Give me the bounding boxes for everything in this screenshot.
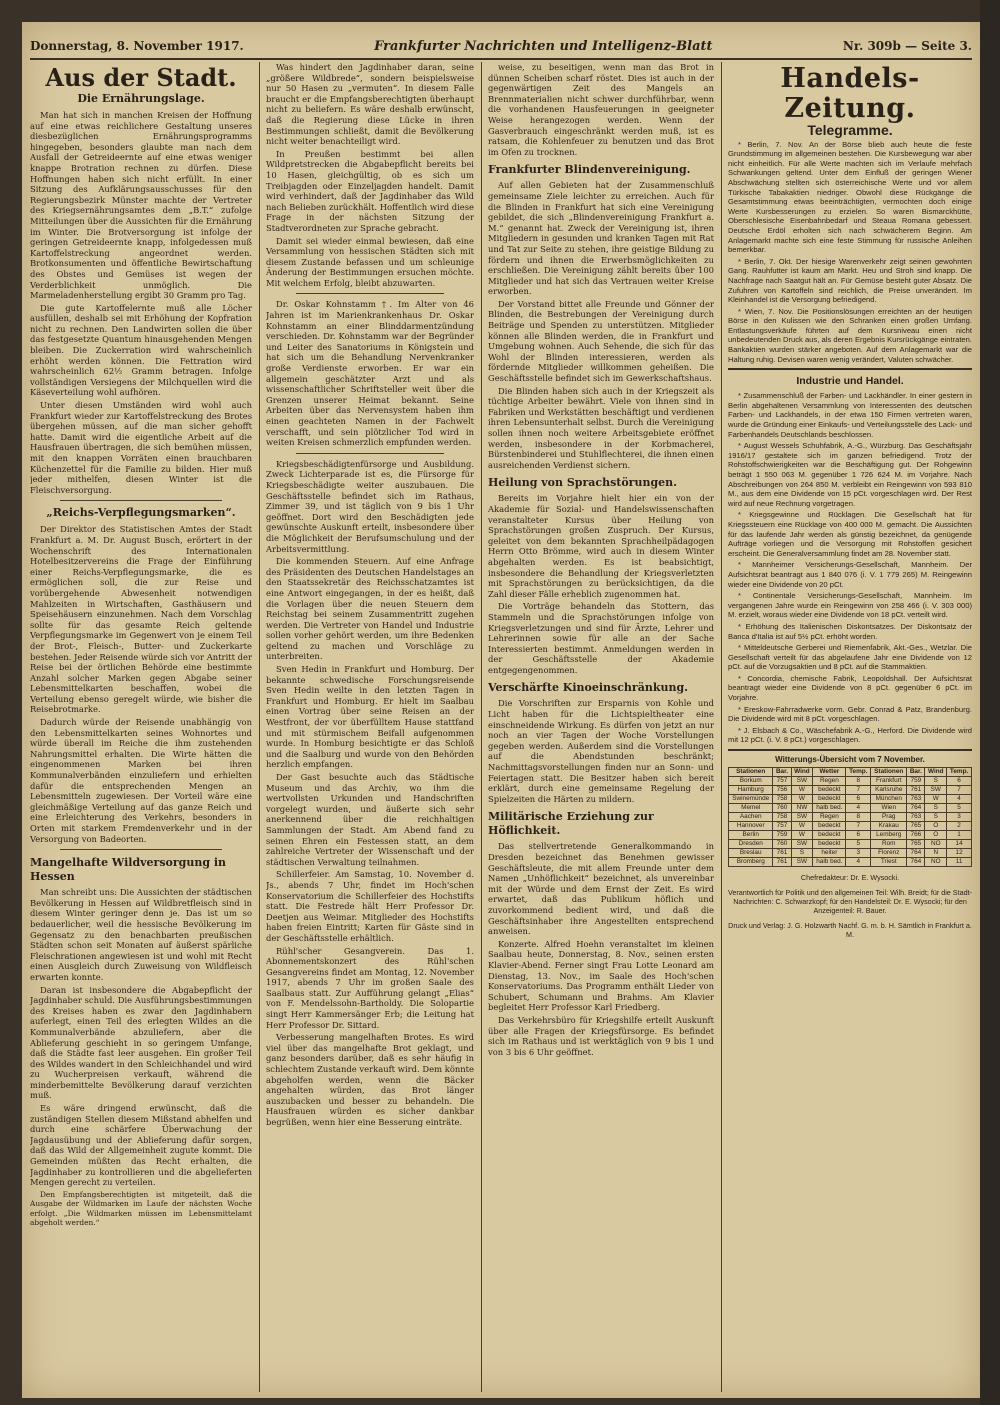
business-item: * Continentale Versicherungs-Gesellschaft, Mannheim. Im vergangenen Jahre wurde ein Reingewinn von 258 466 (i. V. 303 000) M. erzielt, woraus wieder eine Dividende von 18 pCt. verteilt wird. — [728, 591, 972, 620]
weather-header-cell: Wetter — [813, 767, 846, 776]
weather-cell: 764 — [907, 857, 925, 866]
table-row — [729, 857, 972, 866]
article-paragraph: Der Gast besuchte auch das Städtische Museum und das Archiv, wo ihm die wertvollsten Urkunden und Handschriften vorgelegt wurden, und äußerte sich sehr anerkennend über die reichhaltigen Sammlungen der Stadt. Am Abend fand zu seinen Ehren ein Festessen statt, an dem zahlreiche Vertreter der Wissenschaft und der städtischen Verwaltung teilnahmen. — [266, 772, 474, 867]
article-paragraph: Schillerfeier. Am Samstag, 10. November d. Js., abends 7 Uhr, findet im Hoch'schen Konservatorium die Schillerfeier des Hochstifts statt. Die Festrede hält Herr Professor Dr. Deetjen aus Weimar. Mitglieder des Hochstifts haben freien Eintritt; Karten für Gäste sind in der Geschäftsstelle erhältlich. — [266, 869, 474, 943]
weather-cell: SW — [925, 785, 947, 794]
weather-cell: 1 — [947, 830, 972, 839]
imprint-publisher: Druck und Verlag: J. G. Holzwarth Nachf. G. m. b. H. Sämtlich in Frankfurt a. M. — [728, 920, 972, 939]
table-row — [729, 776, 972, 785]
weather-cell: 761 — [907, 785, 925, 794]
weather-cell: SW — [791, 839, 813, 848]
article-paragraph: Die Blinden haben sich auch in der Kriegszeit als tüchtige Arbeiter bewährt. Viele von ihnen sind in Fabriken und Werkstätten beschäftigt und verdienen ihren Lebensunterhalt selbst. Durch die Vereinigung sollen ihnen noch weitere Arbeitsgebiete eröffnet werden, insbesondere in der Korbmacherei, Bürstenbinderei und Stuhlflechterei, die ihnen einen ausreichenden Verdienst sichern. — [488, 385, 714, 470]
weather-cell: bedeckt — [813, 794, 846, 803]
weather-cell: Florenz — [871, 848, 907, 857]
weather-cell: SW — [791, 857, 813, 866]
obituary: Dr. Oskar Kohnstamm †. Im Alter von 46 Jahren ist im Marienkrankenhaus Dr. Oskar Kohnstamm an einer Blinddarmentzündung verschieden. Dr. Kohnstamm war der Begründer und Leiter des Sanatoriums in Königstein und hat sich um die Behandlung Nervenkranker große Verdienste erworben. Er war ein allgemein geschätzter Arzt und als wissenschaftlicher Schriftsteller weit über die Grenzen unserer Heimat bekannt. Seine Arbeiten über das Nervensystem haben ihm einen geachteten Namen in der Fachwelt verschafft, und sein plötzlicher Tod wird in weiten Kreisen schmerzlich empfunden werden. — [266, 299, 474, 448]
weather-cell: W — [791, 830, 813, 839]
table-row — [729, 839, 972, 848]
weather-cell: 765 — [907, 839, 925, 848]
business-item: * Mitteldeutsche Gerberei und Riemenfabrik, Akt.-Ges., Wetzlar. Die Gesellschaft verteilt für das abgelaufene Jahr eine Dividende von 12 pCt. auf die Vorzugsaktien und 8 pCt. auf die Stammaktien. — [728, 643, 972, 672]
weather-cell: 7 — [947, 785, 972, 794]
article-title: Die Ernährungslage. — [77, 92, 205, 105]
page-edge — [980, 0, 1000, 1405]
weather-header-cell: Wind — [791, 767, 813, 776]
business-item: * Zusammenschluß der Farben- und Lackhändler. In einer gestern in Berlin abgehaltenen Versammlung von Interessenten des deutschen Farben- und Lackhandels, in der etwa 150 Firmen vertreten waren, wurde die Gründung einer Einkaufs- und Verteilungsstelle des Lack- und Farbenhandels Deutschlands beschlossen. — [728, 391, 972, 439]
article-paragraph: Das Verkehrsbüro für Kriegshilfe erteilt Auskunft über alle Fragen der Kriegsfürsorge. Es befindet sich im Rathaus und ist werktäglich von 9 bis 1 und von 3 bis 6 Uhr geöffnet. — [488, 1014, 714, 1057]
weather-cell: Rom — [871, 839, 907, 848]
weather-cell: Berlin — [729, 830, 773, 839]
header-page-number: Nr. 309b — Seite 3. — [842, 39, 972, 53]
article-paragraph: Rühl'scher Gesangverein. Das 1. Abonnementskonzert des Rühl'schen Gesangvereins findet am Montag, 12. November 1917, abends 7 Uhr im großen Saale des Saalbaus statt. Zur Aufführung gelangt „Elias“ von F. Mendelssohn-Bartholdy. Die Solopartie singt Herr Kammersänger Erb; die Leitung hat Herr Professor Dr. Sittard. — [266, 945, 474, 1030]
weather-cell: 765 — [907, 821, 925, 830]
weather-header-cell: Bar. — [907, 767, 925, 776]
article-paragraph: Der Direktor des Statistischen Amtes der Stadt Frankfurt a. M. Dr. August Busch, erörtert in der Wochenschrift des Internationalen Hotelbesitzervereins die Frage der Einführung einer Reichs-Verpflegungsmarke, die es ermöglichen soll, die zur Reise und vorübergehende Abwesenheit notwendigen Mahlzeiten in Wirtschaften, Gasthäusern und Speisehäusern einzunehmen. Nach dem Vorschlag sollte für das gesamte Reich geltende Verpflegungsmarke im Gegenwert von je einem Teil der Brot-, Fleisch-, Butter- und Zuckerkarte bestehen. Jeder Reisende würde sich vor Antritt der Reise bei der örtlichen Behörde eine bestimmte Anzahl solcher Marken gegen Abgabe seiner Lebensmittelkarten beschaffen, wobei die Verteilung ebenso geregelt würde, wie bisher die Reisebrotmarke. — [30, 524, 252, 715]
column-local-news — [30, 62, 252, 1392]
weather-cell: 4 — [846, 803, 871, 812]
weather-cell: NO — [925, 857, 947, 866]
weather-cell: bedeckt — [813, 785, 846, 794]
article-paragraph: Die gute Kartoffelernte muß alle Löcher ausfüllen, deshalb sei mit Erhöhung der Kopfration nicht zu rechnen. Den Landwirten sollen die über das festgesetzte Quantum hinausgehenden Mengen bleiben. Die Zuckerration wird wahrscheinlich erhöht werden können. Die Fettration wird wahrscheinlich 62½ Gramm betragen. Infolge vollständigen Versiegens der Milchquellen wird die Käseverteilung wohl aufhören. — [30, 302, 252, 398]
weather-cell: 2 — [947, 821, 972, 830]
weather-cell: 8 — [846, 812, 871, 821]
business-item: * J. Elsbach & Co., Wäschefabrik A.-G., Herford. Die Dividende wird mit 12 pCt. (i. V. 8 pCt.) vorgeschlagen. — [728, 725, 972, 745]
weather-cell: 761 — [773, 848, 791, 857]
column-rule — [259, 62, 260, 1392]
weather-cell: 758 — [773, 812, 791, 821]
table-row — [729, 821, 972, 830]
weather-cell: bedeckt — [813, 821, 846, 830]
column-rule — [721, 62, 722, 1392]
columns — [30, 62, 972, 1392]
weather-cell: 6 — [846, 830, 871, 839]
table-row — [729, 794, 972, 803]
header-date: Donnerstag, 8. November 1917. — [30, 39, 244, 53]
weather-cell: 7 — [846, 821, 871, 830]
weather-header-cell: Bar. — [773, 767, 791, 776]
weather-cell: 6 — [947, 776, 972, 785]
weather-cell: 4 — [947, 794, 972, 803]
weather-cell: SW — [791, 776, 813, 785]
weather-cell: 3 — [947, 812, 972, 821]
divider — [60, 849, 222, 850]
column-local-news-3 — [488, 62, 714, 1392]
weather-cell: Memel — [729, 803, 773, 812]
weather-cell: 764 — [907, 848, 925, 857]
weather-table-header — [729, 767, 972, 776]
weather-cell: 760 — [773, 803, 791, 812]
weather-cell: Aachen — [729, 812, 773, 821]
article-paragraph: Kriegsbeschädigtenfürsorge und Ausbildung. Zweck Lichterparade ist es, die Fürsorge für Kriegsbeschädigte weiter auszubauen. Die Geschäftsstelle befindet sich im Rathaus, Zimmer 39, und ist täglich von 9 bis 1 Uhr geöffnet. Dort wird den Beschädigten jede gewünschte Auskunft erteilt, insbesondere über die Möglichkeit der Berufsumschulung und der Arbeitsvermittlung. — [266, 458, 474, 554]
column-rule — [481, 62, 482, 1392]
weather-cell: S — [925, 776, 947, 785]
table-row — [729, 785, 972, 794]
weather-cell: N — [925, 848, 947, 857]
weather-cell: NO — [925, 839, 947, 848]
newspaper-page — [22, 22, 980, 1398]
article-paragraph: Man hat sich in manchen Kreisen der Hoffnung auf eine etwas reichlichere Gestaltung unseres diesbezüglichen Ernährungsprogramms hingegeben, besonders glaubte man nach dem Ausfall der Getreideernte auf eine etwas weniger knappe Brotration rechnen zu dürfen. Diese Hoffnungen haben sich nicht erfüllt. In einer Sitzung des Aufklärungsausschusses für den Regierungsbezirk Münster machte der Vertreter des Kriegsernährungsamtes dem „B.T.“ zufolge Mitteilungen über die Aussichten für die Ernährung im Winter. Die Brotversorgung ist infolge der geringen Getreideernte knapp, infolgedessen muß Kartoffelstreckung angeordnet werden. Brotkonsumenten und öffentliche Bewirtschaftung des Obstes und Gemüses ist wegen der Verderblichkeit unmöglich. Die Marmeladenherstellung ergibt 30 Gramm pro Tag. — [30, 110, 252, 301]
weather-table-body — [729, 776, 972, 866]
divider — [728, 749, 972, 751]
article-title: Heilung von Sprachstörungen. — [488, 476, 677, 490]
weather-title: Witterungs-Übersicht vom 7 November. — [775, 755, 925, 765]
weather-cell: 756 — [773, 785, 791, 794]
weather-cell: Wien — [871, 803, 907, 812]
divider — [60, 500, 222, 501]
weather-cell: 763 — [907, 794, 925, 803]
weather-cell: 4 — [846, 857, 871, 866]
table-row — [729, 812, 972, 821]
telegrams-title: Telegramme. — [807, 122, 893, 138]
business-item: * Kriegsgewinne und Rücklagen. Die Gesellschaft hat für Kriegssteuern eine Rücklage von 400 000 M. gemacht. Die Aussichten für das laufende Jahr werden als günstig bezeichnet, da genügende Aufträge vorliegen und die Versorgung mit Rohstoffen gesichert erscheint. Die Generalversammlung findet am 28. November statt. — [728, 510, 972, 558]
article-paragraph: Verbesserung mangelhaften Brotes. Es wird viel über das mangelhafte Brot geklagt, und ganz besonders darüber, daß es sehr häufig in schlechtem Zustande verkauft wird. Dem könnte abgeholfen werden, wenn die Bäcker angehalten würden, das Brot länger auszubacken und besser zu behandeln. Die Hausfrauen würden es sicher dankbar begrüßen, wenn hier eine Besserung einträte. — [266, 1032, 474, 1127]
article-paragraph: Konzerte. Alfred Hoehn veranstaltet im kleinen Saalbau heute, Donnerstag, 8. Nov., seinen ersten Klavier-Abend. Ferner singt Frau Lotte Leonard am Dienstag, 13. Nov., im Saale des Hoch'schen Konservatoriums. Das Programm enthält Lieder von Schubert, Schumann und Brahms. Am Klavier begleitet Herr Professor Karl Friedberg. — [488, 938, 714, 1013]
weather-cell: Prag — [871, 812, 907, 821]
weather-cell: 11 — [947, 857, 972, 866]
weather-cell: halb bed. — [813, 857, 846, 866]
weather-cell: Borkum — [729, 776, 773, 785]
weather-cell: 8 — [846, 776, 871, 785]
article-paragraph: Unter diesen Umständen wird wohl auch Frankfurt wieder zur Kartoffelstreckung des Brotes übergehen müssen, auf die man sicher gehofft hatte. Damit wird die eigentliche Arbeit auf die Hausfrauen übertragen, die sich bemühen müssen, mit den knappen Vorräten einen brauchbaren Küchenzettel für die Familie zu bilden. Hier muß jeder mithelfen, diesen Winter ist die Fleischversorgung. — [30, 400, 252, 495]
weather-table — [728, 767, 972, 867]
article-title: Mangelhafte Wildversorgung in Hessen — [30, 856, 227, 884]
weather-cell: 759 — [773, 830, 791, 839]
article-paragraph: Damit sei wieder einmal bewiesen, daß eine Versammlung von hessischen Städten sich mit diesem Zustande befassen und um schleunige Änderung der Bestimmungen ersuchen möchte. Mit welchem Erfolg, bleibt abzuwarten. — [266, 235, 474, 288]
weather-header-cell: Wind — [925, 767, 947, 776]
weather-cell: Bromberg — [729, 857, 773, 866]
weather-header-cell: Stationen — [729, 767, 773, 776]
article-title: Militärische Erziehung zur Höflichkeit. — [488, 810, 654, 838]
weather-cell: Dresden — [729, 839, 773, 848]
weather-cell: O — [925, 830, 947, 839]
page-header — [30, 34, 972, 60]
imprint-editor: Chefredakteur: Dr. E. Wysocki. — [800, 872, 900, 882]
article-paragraph: Bereits im Vorjahre hielt hier ein von der Akademie für Sozial- und Handelswissenschaften veranstalteter Kursus über Heilung von Sprachstörungen großen Zuspruch. Der Kursus, geleitet von dem bekannten Sprachheilpädagogen Herrn Otto Brömme, wird auch in diesem Winter abgehalten werden. Es ist beabsichtigt, insbesondere die Behandlung der Kriegsverletzten mit Sprachstörungen zu berücksichtigen, da die Zahl dieser Fälle erheblich zugenommen hat. — [488, 493, 714, 599]
section-headline: Aus der Stadt. — [45, 63, 237, 92]
article-paragraph: Die kommenden Steuern. Auf eine Anfrage des Präsidenten des Deutschen Handelstages an den Staatssekretär des Reichsschatzamtes ist eine Antwort eingegangen, in der es heißt, daß die Vorlagen über die neuen Steuern dem Reichstag bei seinem Zusammentritt zugehen werden. Die Vertreter von Handel und Industrie sollen vorher gehört werden, um ihre Bedenken geltend zu machen und Vorschläge zu unterbreiten. — [266, 556, 474, 662]
weather-cell: 766 — [907, 830, 925, 839]
weather-header-cell: Temp. — [846, 767, 871, 776]
weather-cell: 12 — [947, 848, 972, 857]
weather-cell: 764 — [907, 803, 925, 812]
industry-section-title: Industrie und Handel. — [796, 375, 904, 388]
column-local-news-2 — [266, 62, 474, 1392]
article-title: Frankfurter Blindenvereinigung. — [488, 163, 691, 177]
business-section-title: Handels-Zeitung. — [780, 63, 920, 124]
weather-cell: halb bed. — [813, 803, 846, 812]
weather-cell: 758 — [773, 794, 791, 803]
footnote: Den Empfangsberechtigten ist mitgeteilt, daß die Ausgabe der Wildmarken im Laufe der nächsten Woche erfolgt. „Die Wildmarken müssen im Lebensmittelamt abgeholt werden.“ — [30, 1189, 252, 1228]
weather-cell: Regen — [813, 776, 846, 785]
weather-cell: 6 — [846, 794, 871, 803]
table-row — [729, 830, 972, 839]
weather-header-cell: Temp. — [947, 767, 972, 776]
business-item: * August Wessels Schuhfabrik, A.-G., Würzburg. Das Geschäftsjahr 1916/17 gestaltete sich im ganzen befriedigend. Trotz der Rohstoffschwierigkeiten war die Beschäftigung gut. Der Rohgewinn beträgt 1 550 063 M. gegenüber 1 726 624 M. im Vorjahre. Nach Abschreibungen von 264 850 M. verbleibt ein Reingewinn von 593 810 M., aus dem eine Dividende von 15 pCt. vorgeschlagen wird. Der Rest wird auf neue Rechnung vorgetragen. — [728, 441, 972, 508]
weather-cell: 14 — [947, 839, 972, 848]
weather-cell: Karlsruhe — [871, 785, 907, 794]
weather-cell: W — [925, 794, 947, 803]
weather-cell: S — [925, 803, 947, 812]
weather-cell: 5 — [947, 803, 972, 812]
weather-cell: 763 — [907, 812, 925, 821]
article-title: „Reichs-Verpflegungsmarken“. — [46, 506, 236, 520]
article-paragraph: Der Vorstand bittet alle Freunde und Gönner der Blinden, die Bestrebungen der Vereinigung durch Beiträge und Spenden zu unterstützen. Mitglieder können alle Blinden werden, die in Frankfurt und Umgebung wohnen. Auch Sehende, die sich für das Wohl der Blinden interessieren, werden als fördernde Mitglieder willkommen geheißen. Die Geschäftsstelle befindet sich im Gewerkschaftshaus. — [488, 298, 714, 384]
business-item: * Mannheimer Versicherungs-Gesellschaft, Mannheim. Der Aufsichtsrat beantragt aus 1 840 076 (i. V. 1 779 265) M. Reingewinn wieder eine Dividende von 20 pCt. — [728, 560, 972, 589]
weather-cell: SW — [791, 812, 813, 821]
business-item: * Ereskow-Fahrradwerke vorm. Gebr. Conrad & Patz, Brandenburg. Die Dividende wird mit 8 pCt. vorgeschlagen. — [728, 704, 972, 724]
weather-cell: 757 — [773, 776, 791, 785]
article-paragraph: Es wäre dringend erwünscht, daß die zuständigen Stellen diesem Mißstand abhelfen und durch eine schärfere Überwachung der Jagdausübung und der Ablieferung dafür sorgen, daß das Wild der Allgemeinheit zugute kommt. Die Gemeinden müßten das Recht erhalten, die Jagdinhaber zu kontrollieren und die abgelieferten Mengen gerecht zu verteilen. — [30, 1103, 252, 1188]
article-paragraph: Die Vorträge behandeln das Stottern, das Stammeln und die Sprachstörungen infolge von Kriegsverletzungen und sind für Ärzte, Lehrer und Lehrerinnen sowie für alle an der Sache Interessierten bestimmt. Anmeldungen werden in der Geschäftsstelle der Akademie entgegengenommen. — [488, 601, 714, 675]
weather-cell: Breslau — [729, 848, 773, 857]
divider — [296, 293, 444, 294]
column-business-news — [728, 62, 972, 1392]
table-row — [729, 848, 972, 857]
weather-cell: W — [791, 785, 813, 794]
weather-cell: Triest — [871, 857, 907, 866]
article-paragraph: Dadurch würde der Reisende unabhängig von den Lebensmittelkarten seines Wohnortes und würde überall im Reiche die ihm zustehenden Nahrungsmittel erhalten. Die Wirte hätten die eingenommenen Marken bei ihren Kommunalverbänden einzuliefern und erhielten dafür die entsprechenden Mengen an Lebensmitteln zugewiesen. Der Vorteil wäre eine gleichmäßige Verteilung auf das ganze Reich und eine Erleichterung des Verkehrs, besonders in Orten mit starkem Fremdenverkehr und in der Versorgung von Badeorten. — [30, 717, 252, 844]
article-paragraph: In Preußen bestimmt bei allen Wildpretstrecken die Abgabepflicht bereits bei 10 Hasen, gleichgültig, ob es sich um Treibjagden oder Einzeljagden handelt. Damit wird verhindert, daß der Jagdinhaber das Wild nach Belieben zurückhält. Hoffentlich wird diese Frage in der nächsten Sitzung der Stadtverordneten zur Sprache gebracht. — [266, 148, 474, 233]
weather-cell: 5 — [846, 839, 871, 848]
imprint-responsible: Verantwortlich für Politik und den allgemeinen Teil: Wilh. Breidt; für die Stadt-Nachrichten: C. Schwarzkopf; für den Handelsteil: Dr. E. Wysocki; für den Anzeigenteil: R. Bauer. — [728, 887, 972, 915]
weather-cell: 3 — [846, 848, 871, 857]
weather-cell: O — [925, 821, 947, 830]
telegram-item: * Berlin, 7. Nov. An der Börse blieb auch heute die feste Grundstimmung im allgemeinen bestehen. Die Kursbewegung war aber nicht einheitlich. Für alle Werte machten sich im Verlaufe mehrfach Schwankungen geltend. Unter dem Einfluß der geringen Wiener Abschwächung stellten sich österreichische Werte und vor allem Türkische Tabakaktien niedriger. Obwohl diese Rückgänge die Gesamtstimmung etwas beeinträchtigten, vermochten doch einige Werte Kursbesserungen zu erzielen. So waren Bismarckhütte, Oberschlesische Eisenbahnbedarf und Steaua Romana gebessert. Deutsche Erdöl erholten sich nach schwächerem Beginn. Am Anlagemarkt machte sich eine feste Stimmung für russische Anleihen bemerkbar. — [728, 139, 972, 255]
article-paragraph: weise, zu beseitigen, wenn man das Brot in dünnen Scheiben scharf röstet. Dies ist auch in der gegenwärtigen Zeit des Mangels an Brennmaterialien nicht schwer durchführbar, wenn die vorhandenen Hausfeuerungen in geeigneter Weise herangezogen werden. Wenn der Gasverbrauch eingeschränkt werden muß, ist es ratsam, die Kohlenfeuer zu benutzen und das Brot im Ofen zu trocknen. — [488, 62, 714, 157]
weather-cell: Lemberg — [871, 830, 907, 839]
article-paragraph: Auf allen Gebieten hat der Zusammenschluß gemeinsame Ziele leichter zu erreichen. Auch für die Blinden in Frankfurt hat sich eine Vereinigung gebildet, die sich „Blindenvereinigung Frankfurt a. M.“ genannt hat. Zweck der Vereinigung ist, ihren Mitgliedern in gesunden und kranken Tagen mit Rat und Tat zur Seite zu stehen, ihre geistige Bildung zu fördern und ihnen die Erwerbsmöglichkeiten zu erschließen. Die Vereinigung zählt bereits über 100 Mitglieder und hat sich das Vertrauen weiter Kreise erworben. — [488, 180, 714, 297]
divider — [296, 453, 444, 454]
article-paragraph: Sven Hedin in Frankfurt und Homburg. Der bekannte schwedische Forschungsreisende Sven Hedin weilte in den letzten Tagen in Frankfurt und Homburg. Er hielt im Saalbau einen Vortrag über seine Reisen an der Westfront, der vor überfülltem Hause stattfand und mit stürmischem Beifall aufgenommen wurde. In Homburg besichtigte er das Schloß und die Saalburg und wurde von den Behörden herzlich empfangen. — [266, 664, 474, 770]
weather-cell: W — [791, 821, 813, 830]
weather-cell: heiter — [813, 848, 846, 857]
header-paper-name: Frankfurter Nachrichten und Intelligenz-Blatt — [374, 38, 713, 54]
article-paragraph: Das stellvertretende Generalkommando in Dresden bezeichnet das Benehmen gewisser Geschäftsleute, die mit allem Freunde unter dem Namen „Unhöflichkeit“ bezeichnet, als unvereinbar mit der Würde und dem Ernst der Zeit. Es wird erwartet, daß das Publikum höflich und zuvorkommend bedient wird, und daß die Geschäftsinhaber ihre Angestellten entsprechend anweisen. — [488, 841, 714, 937]
business-item: * Erhöhung des Italienischen Diskontsatzes. Der Diskontsatz der Banca d'Italia ist auf 5½ pCt. erhöht worden. — [728, 621, 972, 641]
weather-cell: S — [791, 848, 813, 857]
weather-cell: 7 — [846, 785, 871, 794]
weather-cell: bedeckt — [813, 830, 846, 839]
weather-cell: 757 — [773, 821, 791, 830]
weather-cell: Frankfurt — [871, 776, 907, 785]
weather-cell: München — [871, 794, 907, 803]
weather-cell: Krakau — [871, 821, 907, 830]
divider — [728, 368, 972, 370]
weather-cell: 759 — [907, 776, 925, 785]
table-row — [729, 803, 972, 812]
weather-cell: Swinemünde — [729, 794, 773, 803]
weather-cell: W — [791, 794, 813, 803]
article-paragraph: Die Vorschriften zur Ersparnis von Kohle und Licht haben für die Lichtspieltheater eine einschneidende Wirkung. Es dürfen von jetzt an nur noch an vier Tagen der Woche Vorstellungen gegeben werden. Außerdem sind die Vorstellungen auf die Abendstunden beschränkt; Nachmittagsvorstellungen finden nur an Sonn- und Feiertagen statt. Die Besitzer haben sich bereit erklärt, durch eine gemeinsame Regelung der Spielzeiten die Härten zu mildern. — [488, 698, 714, 804]
weather-header-cell: Stationen — [871, 767, 907, 776]
weather-cell: Hannover — [729, 821, 773, 830]
weather-cell: Regen — [813, 812, 846, 821]
article-paragraph: Man schreibt uns: Die Aussichten der städtischen Bevölkerung in Hessen auf Wildbretfleisch sind in diesem Winter geringer denn je. Das ist um so bedauerlicher, weil die hessische Bevölkerung im Gegensatz zu den benachbarten preußischen Städten schon seit Monaten auf äußerst spärliche Fleischrationen angewiesen ist und wohl mit Recht einen Ausgleich durch Zuweisung von Wildfleisch erwarten konnte. — [30, 887, 252, 982]
weather-cell: 761 — [773, 857, 791, 866]
weather-cell: bedeckt — [813, 839, 846, 848]
article-paragraph: Daran ist insbesondere die Abgabepflicht der Jagdinhaber schuld. Die Ausführungsbestimmungen des Kreises haben es zwar den Jagdinhabern auferlegt, einen Teil des erlegten Wildes an die Kommunalverbände abzuliefern, aber die Ablieferung geschieht in so geringem Umfange, daß die Städte fast leer ausgehen. Ein großer Teil des Wildes wandert in den Schleichhandel und wird zu Wucherpreisen verkauft, während die minderbemittelte Bevölkerung darauf verzichten muß. — [30, 984, 252, 1101]
article-paragraph: Was hindert den Jagdinhaber daran, seine „größere Wildbrede“, sondern beispielsweise nur 50 Hasen zu „vermuten“. In diesem Falle braucht er die Empfangsberechtigten überhaupt nicht zu beliefern. Es wäre deshalb erwünscht, daß die Regierung diese Lücke in ihren Bestimmungen schließt, damit die Bevölkerung nicht weiter benachteiligt wird. — [266, 62, 474, 147]
telegram-item: * Wien, 7. Nov. Die Positionslösungen erreichten an der heutigen Börse in den Kulissen wie den Schranken einen großen Umfang. Entlastungsverkäufe führten auf dem Kursniveau einen nicht unbedeutenden Druck aus, als deren Ergebnis Kursrückgänge eintraten. Bankaktien wurden stärker angeboten. Auf dem Anlagemarkt war die Haltung ruhig. Devisen waren wenig verändert, Valuten schwächer. — [728, 306, 972, 364]
weather-cell: S — [925, 812, 947, 821]
article-title: Verschärfte Kinoeinschränkung. — [488, 681, 688, 695]
weather-cell: NW — [791, 803, 813, 812]
telegram-item: * Berlin, 7. Okt. Der hiesige Warenverkehr zeigt seinen gewohnten Gang. Rauhfutter ist kaum am Markt. Heu und Stroh sind knapp. Die Nachfrage nach Saatgut hält an. Für Gemüse besteht guter Absatz. Die Zufuhren von Kartoffeln sind reichlich, die Preise unverändert. Im Kleinhandel ist die Versorgung befriedigend. — [728, 256, 972, 305]
business-item: * Concordia, chemische Fabrik, Leopoldshall. Der Aufsichtsrat beantragt wieder eine Dividende von 8 pCt. gegenüber 6 pCt. im Vorjahre. — [728, 673, 972, 703]
weather-cell: 760 — [773, 839, 791, 848]
weather-cell: Hamburg — [729, 785, 773, 794]
